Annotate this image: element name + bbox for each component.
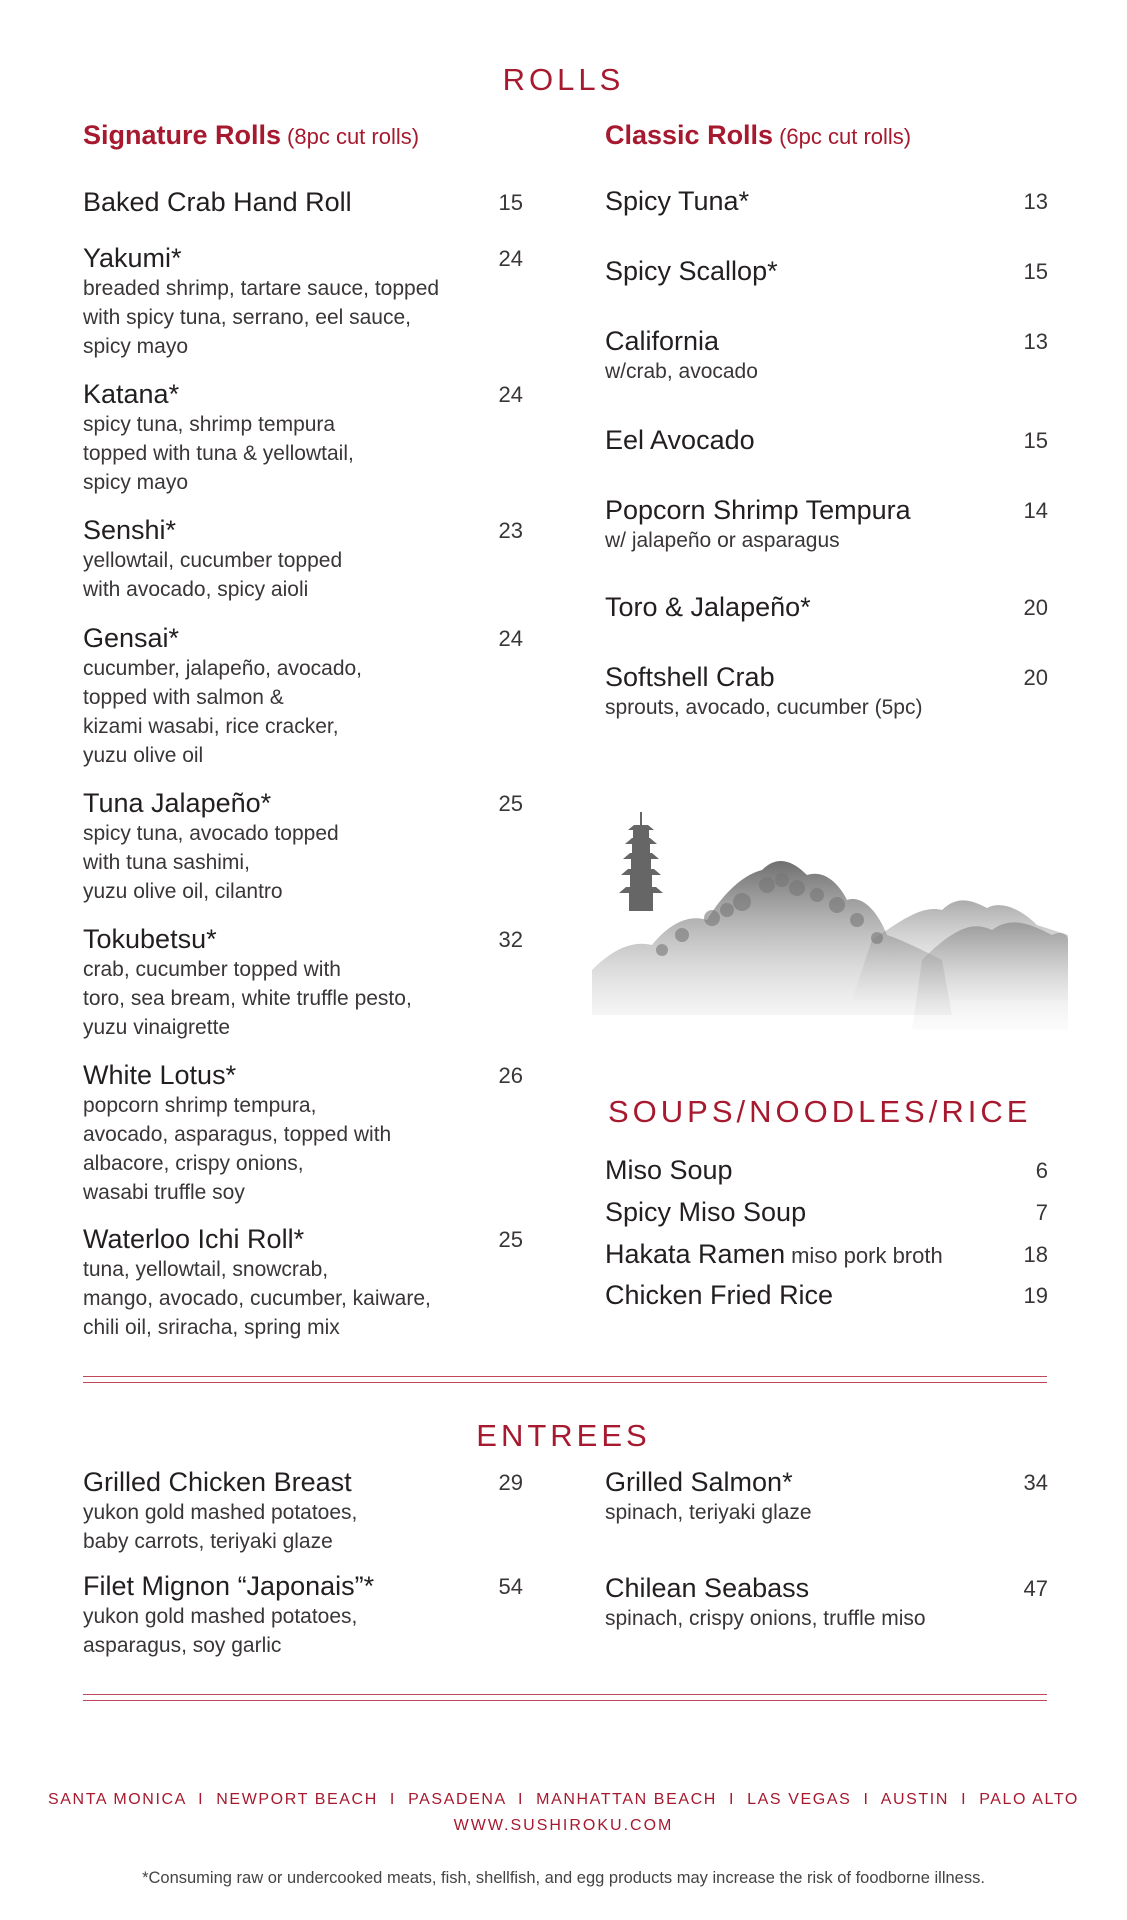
item-description: with tuna sashimi, bbox=[83, 851, 250, 874]
item-name-text: Eel Avocado bbox=[605, 425, 755, 455]
item-description: spicy tuna, shrimp tempura bbox=[83, 413, 336, 436]
item-price: 29 bbox=[498, 1470, 523, 1495]
item-description: toro, sea bream, white truffle pesto, bbox=[83, 987, 412, 1010]
item-name bbox=[605, 1196, 812, 1230]
item-description: cucumber, jalapeño, avocado, bbox=[83, 657, 363, 680]
menu-item bbox=[605, 325, 758, 386]
item-name-text: Spicy Tuna* bbox=[605, 186, 750, 216]
item-name bbox=[83, 787, 339, 819]
website-link[interactable]: WWW.SUSHIROKU.COM bbox=[453, 1817, 674, 1834]
menu-item bbox=[605, 1572, 926, 1633]
menu-item bbox=[605, 1466, 812, 1527]
item-name-text: Gensai* bbox=[83, 623, 180, 653]
item-name bbox=[83, 514, 342, 546]
item-price: 32 bbox=[498, 927, 523, 952]
item-name bbox=[83, 923, 412, 955]
item-name-text: Grilled Chicken Breast bbox=[83, 1467, 352, 1497]
item-name bbox=[605, 1572, 926, 1604]
item-name-text: California bbox=[605, 326, 720, 356]
menu-item bbox=[605, 661, 922, 722]
entrees-heading: ENTREES bbox=[476, 1418, 651, 1453]
item-inline-description: miso pork broth bbox=[791, 1243, 943, 1268]
item-name bbox=[83, 1570, 374, 1602]
pagoda-mountain-ink-illustration bbox=[592, 800, 1068, 1040]
item-description: spinach, crispy onions, truffle miso bbox=[605, 1607, 926, 1630]
item-price: 34 bbox=[1023, 1470, 1048, 1495]
item-description: asparagus, soy garlic bbox=[83, 1634, 282, 1657]
item-name-text: Miso Soup bbox=[605, 1155, 733, 1185]
item-price: 19 bbox=[1023, 1283, 1048, 1308]
item-description: crab, cucumber topped with bbox=[83, 958, 341, 981]
item-name bbox=[83, 242, 439, 274]
item-name-text: Tokubetsu* bbox=[83, 924, 217, 954]
item-price: 14 bbox=[1023, 498, 1048, 523]
classic-title-text: Classic Rolls bbox=[605, 120, 774, 150]
menu-item bbox=[605, 1238, 943, 1272]
item-price: 26 bbox=[498, 1063, 523, 1088]
menu-item bbox=[83, 923, 412, 1042]
item-description: kizami wasabi, rice cracker, bbox=[83, 715, 339, 738]
item-price: 47 bbox=[1023, 1576, 1048, 1601]
divider-bottom-1 bbox=[83, 1694, 1047, 1695]
item-price: 20 bbox=[1023, 665, 1048, 690]
item-price: 7 bbox=[1035, 1200, 1048, 1225]
item-description: yuzu vinaigrette bbox=[83, 1016, 231, 1039]
item-name bbox=[83, 1059, 391, 1091]
soups-heading: SOUPS/NOODLES/RICE bbox=[608, 1094, 1032, 1129]
item-description: sprouts, avocado, cucumber (5pc) bbox=[605, 696, 923, 719]
item-name-text: Baked Crab Hand Roll bbox=[83, 187, 352, 217]
rolls-heading: ROLLS bbox=[502, 62, 625, 97]
item-price: 15 bbox=[1023, 259, 1048, 284]
item-name bbox=[605, 494, 911, 526]
divider-top-2 bbox=[83, 1382, 1047, 1383]
item-price: 24 bbox=[498, 246, 523, 271]
menu-item bbox=[605, 1279, 839, 1313]
item-name bbox=[605, 1466, 812, 1498]
menu-item bbox=[83, 1059, 391, 1207]
item-name bbox=[83, 1466, 357, 1498]
item-description: albacore, crispy onions, bbox=[83, 1152, 304, 1175]
item-description: spinach, teriyaki glaze bbox=[605, 1501, 812, 1524]
item-description: wasabi truffle soy bbox=[83, 1181, 245, 1204]
item-price: 23 bbox=[498, 518, 523, 543]
item-description: topped with salmon & bbox=[83, 686, 284, 709]
item-price: 18 bbox=[1023, 1242, 1048, 1267]
signature-rolls-title bbox=[83, 120, 419, 151]
item-name bbox=[605, 424, 755, 456]
item-name bbox=[605, 325, 758, 357]
item-name-text: Waterloo Ichi Roll* bbox=[83, 1224, 305, 1254]
divider-top-1 bbox=[83, 1376, 1047, 1377]
item-name-text: Spicy Miso Soup bbox=[605, 1197, 807, 1227]
item-description: yuzu olive oil, cilantro bbox=[83, 880, 283, 903]
item-name-text: Filet Mignon “Japonais”* bbox=[83, 1571, 375, 1601]
divider-bottom-2 bbox=[83, 1700, 1047, 1701]
item-price: 15 bbox=[1023, 428, 1048, 453]
item-price: 24 bbox=[498, 626, 523, 651]
item-description: yuzu olive oil bbox=[83, 744, 204, 767]
item-price: 25 bbox=[498, 1227, 523, 1252]
item-description: avocado, asparagus, topped with bbox=[83, 1123, 392, 1146]
item-name bbox=[605, 1238, 943, 1272]
menu-item bbox=[83, 378, 354, 497]
item-name-text: Senshi* bbox=[83, 515, 177, 545]
item-name bbox=[83, 622, 362, 654]
item-name-text: Spicy Scallop* bbox=[605, 256, 778, 286]
food-safety-disclaimer: *Consuming raw or undercooked meats, fish, shellfish, and egg products may increase the risk of foodborne illness. bbox=[142, 1869, 985, 1887]
item-description: spicy mayo bbox=[83, 335, 189, 358]
item-name bbox=[605, 1279, 839, 1313]
menu-item bbox=[605, 1196, 812, 1230]
menu-item bbox=[605, 494, 911, 555]
menu-item bbox=[605, 1154, 739, 1188]
item-description: with avocado, spicy aioli bbox=[83, 578, 309, 601]
item-name-text: Popcorn Shrimp Tempura bbox=[605, 495, 911, 525]
item-price: 25 bbox=[498, 791, 523, 816]
item-description: baby carrots, teriyaki glaze bbox=[83, 1530, 333, 1553]
item-description: chili oil, sriracha, spring mix bbox=[83, 1316, 340, 1339]
item-name bbox=[83, 1223, 431, 1255]
item-price: 20 bbox=[1023, 595, 1048, 620]
menu-item bbox=[83, 514, 342, 604]
item-description: mango, avocado, cucumber, kaiware, bbox=[83, 1287, 431, 1310]
classic-rolls-title bbox=[605, 120, 911, 151]
item-description: spicy mayo bbox=[83, 471, 189, 494]
item-description: yukon gold mashed potatoes, bbox=[83, 1605, 358, 1628]
item-description: yukon gold mashed potatoes, bbox=[83, 1501, 358, 1524]
item-description: popcorn shrimp tempura, bbox=[83, 1094, 317, 1117]
item-description: spicy tuna, avocado topped bbox=[83, 822, 339, 845]
item-name-text: Chicken Fried Rice bbox=[605, 1280, 834, 1310]
item-name-text: White Lotus* bbox=[83, 1060, 237, 1090]
item-name-text: Yakumi* bbox=[83, 243, 182, 273]
item-price: 15 bbox=[498, 190, 523, 215]
item-name bbox=[83, 186, 352, 218]
menu-item bbox=[83, 242, 439, 361]
item-description: tuna, yellowtail, snowcrab, bbox=[83, 1258, 329, 1281]
item-name bbox=[605, 591, 811, 623]
item-price: 54 bbox=[498, 1574, 523, 1599]
classic-note: (6pc cut rolls) bbox=[779, 124, 912, 149]
item-price: 13 bbox=[1023, 329, 1048, 354]
menu-item bbox=[605, 255, 778, 287]
signature-note: (8pc cut rolls) bbox=[287, 124, 420, 149]
item-name-text: Grilled Salmon* bbox=[605, 1467, 793, 1497]
item-price: 24 bbox=[498, 382, 523, 407]
item-price: 6 bbox=[1035, 1158, 1048, 1183]
item-name-text: Katana* bbox=[83, 379, 180, 409]
menu-item bbox=[83, 1570, 374, 1660]
item-description: yellowtail, cucumber topped bbox=[83, 549, 343, 572]
menu-item bbox=[83, 186, 352, 218]
menu-item bbox=[83, 622, 362, 770]
menu-item bbox=[83, 1223, 431, 1342]
menu-item bbox=[83, 787, 339, 906]
menu-item bbox=[605, 185, 749, 217]
menu-item bbox=[83, 1466, 357, 1556]
signature-title-text: Signature Rolls bbox=[83, 120, 282, 150]
menu-item bbox=[605, 424, 755, 456]
item-description: breaded shrimp, tartare sauce, topped bbox=[83, 277, 440, 300]
locations-list: SANTA MONICA I NEWPORT BEACH I PASADENA I MANHATTAN BEACH I LAS VEGAS I AUSTIN I PALO ALTO bbox=[48, 1791, 1079, 1808]
item-name-text: Hakata Ramen bbox=[605, 1239, 786, 1269]
item-name-text: Tuna Jalapeño* bbox=[83, 788, 272, 818]
item-name bbox=[605, 185, 749, 217]
item-description: topped with tuna & yellowtail, bbox=[83, 442, 354, 465]
item-name bbox=[605, 1154, 739, 1188]
item-name bbox=[605, 661, 922, 693]
item-name-text: Chilean Seabass bbox=[605, 1573, 810, 1603]
item-name bbox=[83, 378, 354, 410]
item-description: w/ jalapeño or asparagus bbox=[605, 529, 840, 552]
item-name-text: Toro & Jalapeño* bbox=[605, 592, 811, 622]
item-description: w/crab, avocado bbox=[605, 360, 758, 383]
item-name bbox=[605, 255, 778, 287]
menu-item bbox=[605, 591, 811, 623]
item-name-text: Softshell Crab bbox=[605, 662, 775, 692]
item-price: 13 bbox=[1023, 189, 1048, 214]
item-description: with spicy tuna, serrano, eel sauce, bbox=[83, 306, 412, 329]
